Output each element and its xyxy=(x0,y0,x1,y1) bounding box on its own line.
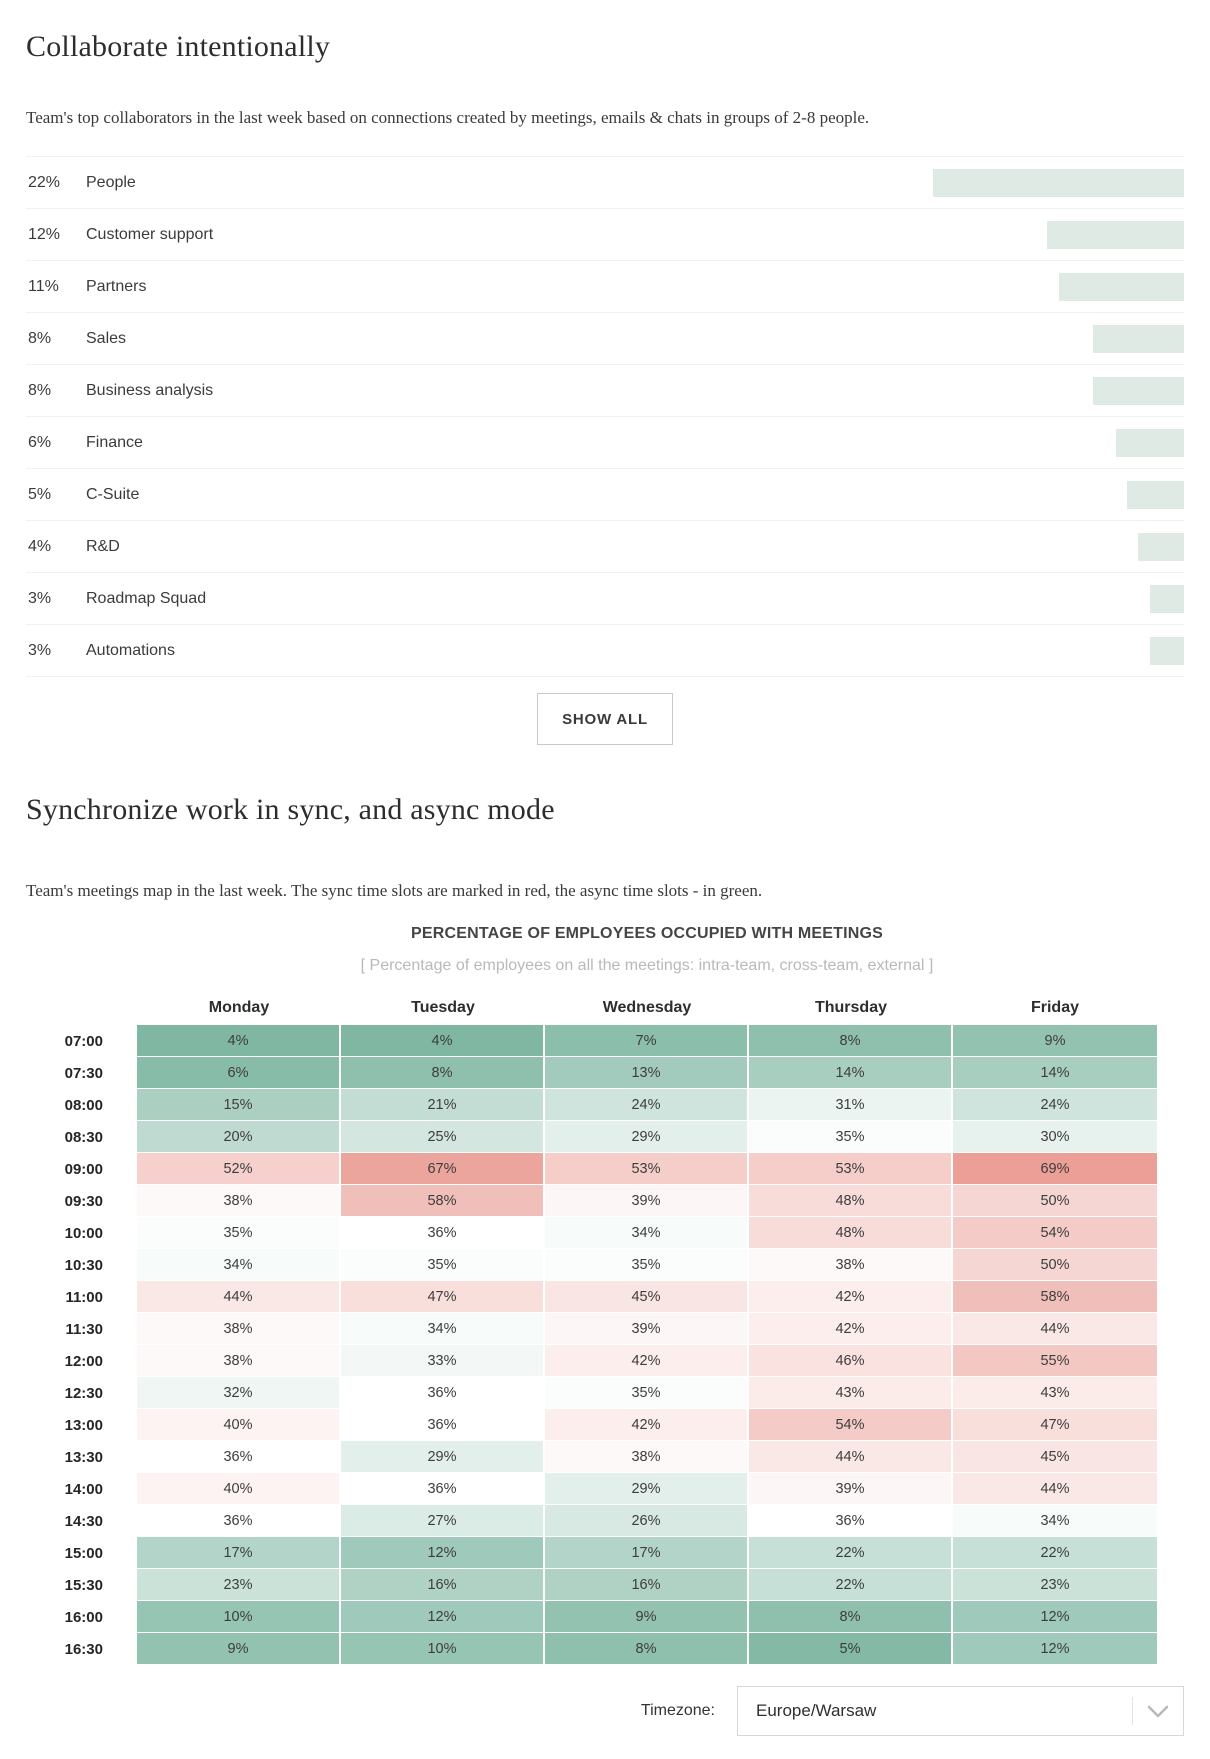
heatmap-cell: 14% xyxy=(953,1057,1157,1089)
heatmap-cell: 13% xyxy=(545,1057,749,1089)
heatmap-time-label: 16:30 xyxy=(64,1640,103,1658)
heatmap-cell: 21% xyxy=(341,1089,545,1121)
heatmap-time-label: 09:30 xyxy=(64,1192,103,1210)
collaborator-percent: 3% xyxy=(28,641,52,659)
heatmap-cell: 17% xyxy=(545,1537,749,1569)
heatmap-cell: 30% xyxy=(953,1121,1157,1153)
heatmap-cell: 12% xyxy=(341,1601,545,1633)
heatmap-day-header: Monday xyxy=(208,999,270,1016)
collaborator-bar xyxy=(1150,585,1184,613)
heatmap-cell: 9% xyxy=(137,1633,341,1665)
collaborators-bar-list xyxy=(26,156,1184,677)
heatmap-subtitle: [ Percentage of employees on all the meetings: intra-team, cross-team, external ] xyxy=(360,957,934,974)
collaborator-percent: 11% xyxy=(28,277,59,295)
heatmap-time-label: 08:30 xyxy=(64,1128,103,1146)
collaborator-row xyxy=(26,208,1184,260)
heatmap-cell: 34% xyxy=(137,1249,341,1281)
heatmap-cell: 48% xyxy=(749,1217,953,1249)
heatmap-cell: 10% xyxy=(137,1601,341,1633)
collaborator-label: Automations xyxy=(86,641,175,659)
heatmap-title: PERCENTAGE OF EMPLOYEES OCCUPIED WITH MEETINGS xyxy=(410,925,884,942)
heatmap-cell: 42% xyxy=(749,1313,953,1345)
heatmap-time-label: 15:00 xyxy=(64,1544,103,1562)
heatmap-cell: 54% xyxy=(749,1409,953,1441)
heatmap-cell: 39% xyxy=(749,1473,953,1505)
collaborator-row xyxy=(26,156,1184,208)
collaborator-label: Customer support xyxy=(86,225,214,243)
heatmap-cell: 53% xyxy=(545,1153,749,1185)
heatmap-cell: 38% xyxy=(137,1345,341,1377)
heatmap-cell: 52% xyxy=(137,1153,341,1185)
heatmap-cell: 44% xyxy=(953,1313,1157,1345)
heatmap-cell: 39% xyxy=(545,1313,749,1345)
heatmap-time-label: 09:00 xyxy=(64,1160,103,1178)
timezone-value: Europe/Warsaw xyxy=(756,1701,877,1720)
collaborator-percent: 4% xyxy=(28,537,52,555)
heatmap-cell: 24% xyxy=(953,1089,1157,1121)
heatmap-cell: 23% xyxy=(137,1569,341,1601)
heatmap-cell: 67% xyxy=(341,1153,545,1185)
heatmap-time-label: 15:30 xyxy=(64,1576,103,1594)
heatmap-time-label: 14:00 xyxy=(64,1480,103,1498)
heatmap-cell: 4% xyxy=(137,1025,341,1057)
heatmap-cell: 15% xyxy=(137,1089,341,1121)
heatmap-cell: 6% xyxy=(137,1057,341,1089)
heatmap-cell: 44% xyxy=(749,1441,953,1473)
heatmap-cell: 12% xyxy=(341,1537,545,1569)
collaborator-bar xyxy=(1059,273,1184,301)
heatmap-cell: 54% xyxy=(953,1217,1157,1249)
heatmap-cell: 34% xyxy=(953,1505,1157,1537)
collaborator-percent: 6% xyxy=(28,433,52,451)
heatmap-cell: 22% xyxy=(749,1537,953,1569)
heatmap-cell: 35% xyxy=(749,1121,953,1153)
collaborator-bar xyxy=(1047,221,1184,249)
collaborator-row xyxy=(26,260,1184,312)
heatmap-cell: 50% xyxy=(953,1249,1157,1281)
collaborator-row xyxy=(26,520,1184,572)
heatmap-cell: 50% xyxy=(953,1185,1157,1217)
heatmap-cell: 40% xyxy=(137,1409,341,1441)
heatmap-time-label: 11:30 xyxy=(65,1320,103,1338)
timezone-select[interactable] xyxy=(737,1686,1184,1736)
heatmap-cell: 26% xyxy=(545,1505,749,1537)
meetings-heatmap xyxy=(26,991,1184,1665)
heatmap-time-label: 07:30 xyxy=(64,1064,103,1082)
collaborator-percent: 8% xyxy=(28,329,52,347)
heatmap-time-label: 10:30 xyxy=(64,1256,103,1274)
heatmap-cell: 34% xyxy=(545,1217,749,1249)
timezone-label: Timezone: xyxy=(640,1702,715,1719)
heatmap-cell: 5% xyxy=(749,1633,953,1665)
heatmap-cell: 58% xyxy=(953,1281,1157,1313)
heatmap-cell: 8% xyxy=(341,1057,545,1089)
heatmap-cell: 8% xyxy=(749,1025,953,1057)
heatmap-time-label: 12:30 xyxy=(64,1384,103,1402)
heatmap-day-header: Wednesday xyxy=(602,999,692,1016)
heatmap-cell: 34% xyxy=(341,1313,545,1345)
heatmap-cell: 27% xyxy=(341,1505,545,1537)
collaborator-bar xyxy=(1150,637,1184,665)
collaborator-label: R&D xyxy=(86,537,120,555)
heatmap-cell: 8% xyxy=(545,1633,749,1665)
collaborator-bar xyxy=(1116,429,1184,457)
collaborator-label: Partners xyxy=(86,277,147,295)
heatmap-cell: 35% xyxy=(137,1217,341,1249)
heatmap-cell: 48% xyxy=(749,1185,953,1217)
heatmap-cell: 4% xyxy=(341,1025,545,1057)
heatmap-cell: 40% xyxy=(137,1473,341,1505)
heatmap-cell: 32% xyxy=(137,1377,341,1409)
collaborator-row xyxy=(26,364,1184,416)
collaborator-row xyxy=(26,624,1184,676)
heatmap-time-label: 08:00 xyxy=(64,1096,103,1114)
heatmap-cell: 44% xyxy=(953,1473,1157,1505)
heatmap-cell: 38% xyxy=(749,1249,953,1281)
heatmap-cell: 45% xyxy=(953,1441,1157,1473)
heatmap-cell: 43% xyxy=(953,1377,1157,1409)
heatmap-cell: 53% xyxy=(749,1153,953,1185)
heatmap-cell: 58% xyxy=(341,1185,545,1217)
collaborator-row xyxy=(26,572,1184,624)
heatmap-cell: 69% xyxy=(953,1153,1157,1185)
heatmap-cell: 20% xyxy=(137,1121,341,1153)
heatmap-cell: 36% xyxy=(341,1409,545,1441)
sync-description: Team's meetings map in the last week. The sync time slots are marked in red, the async time slots - in green. xyxy=(26,881,763,900)
heatmap-cell: 38% xyxy=(137,1185,341,1217)
collaborator-row xyxy=(26,468,1184,520)
heatmap-time-label: 07:00 xyxy=(64,1032,103,1050)
heatmap-cell: 24% xyxy=(545,1089,749,1121)
heatmap-cell: 9% xyxy=(545,1601,749,1633)
heatmap-corner xyxy=(26,991,137,1025)
heatmap-cell: 25% xyxy=(341,1121,545,1153)
heatmap-cell: 33% xyxy=(341,1345,545,1377)
heatmap-cell: 36% xyxy=(341,1217,545,1249)
heatmap-cell: 22% xyxy=(749,1569,953,1601)
heatmap-cell: 17% xyxy=(137,1537,341,1569)
heatmap-cell: 47% xyxy=(953,1409,1157,1441)
collaborate-title: Collaborate intentionally xyxy=(26,30,331,63)
heatmap-cell: 39% xyxy=(545,1185,749,1217)
heatmap-time-label: 16:00 xyxy=(64,1608,103,1626)
collaborator-bar xyxy=(933,169,1184,197)
collaborator-row xyxy=(26,312,1184,364)
collaborator-label: Finance xyxy=(86,433,143,451)
heatmap-time-label: 11:00 xyxy=(65,1288,103,1306)
heatmap-day-header: Friday xyxy=(1030,999,1079,1016)
heatmap-cell: 36% xyxy=(749,1505,953,1537)
collaborate-description: Team's top collaborators in the last week based on connections created by meetings, emails & chats in groups of 2-8 people. xyxy=(26,108,870,127)
collaborator-percent: 8% xyxy=(28,381,52,399)
collaborator-bar xyxy=(1093,377,1184,405)
heatmap-cell: 9% xyxy=(953,1025,1157,1057)
heatmap-cell: 46% xyxy=(749,1345,953,1377)
collaborator-percent: 12% xyxy=(28,225,61,243)
collaborator-percent: 22% xyxy=(28,173,61,191)
collaborator-bar xyxy=(1093,325,1184,353)
heatmap-cell: 43% xyxy=(749,1377,953,1409)
heatmap-cell: 23% xyxy=(953,1569,1157,1601)
heatmap-time-label: 13:00 xyxy=(64,1416,103,1434)
heatmap-time-label: 12:00 xyxy=(64,1352,103,1370)
sync-title: Synchronize work in sync, and async mode xyxy=(26,793,555,826)
heatmap-time-label: 14:30 xyxy=(64,1512,103,1530)
heatmap-cell: 29% xyxy=(545,1473,749,1505)
heatmap-cell: 36% xyxy=(137,1441,341,1473)
heatmap-day-header: Tuesday xyxy=(411,999,475,1016)
heatmap-cell: 31% xyxy=(749,1089,953,1121)
heatmap-cell: 29% xyxy=(545,1121,749,1153)
collaborator-bar xyxy=(1138,533,1184,561)
heatmap-cell: 42% xyxy=(545,1409,749,1441)
collaborator-label: Sales xyxy=(86,329,127,347)
heatmap-cell: 16% xyxy=(341,1569,545,1601)
heatmap-cell: 38% xyxy=(545,1441,749,1473)
heatmap-cell: 10% xyxy=(341,1633,545,1665)
heatmap-cell: 42% xyxy=(749,1281,953,1313)
heatmap-cell: 12% xyxy=(953,1601,1157,1633)
heatmap-cell: 22% xyxy=(953,1537,1157,1569)
collaborator-bar xyxy=(1127,481,1184,509)
collaborator-percent: 5% xyxy=(28,485,52,503)
heatmap-cell: 42% xyxy=(545,1345,749,1377)
heatmap-cell: 36% xyxy=(137,1505,341,1537)
collaborator-label: Roadmap Squad xyxy=(86,589,207,607)
collaborator-row xyxy=(26,416,1184,468)
heatmap-day-header: Thursday xyxy=(814,999,887,1016)
heatmap-time-label: 10:00 xyxy=(64,1224,103,1242)
heatmap-cell: 8% xyxy=(749,1601,953,1633)
heatmap-cell: 35% xyxy=(545,1249,749,1281)
collaborator-label: People xyxy=(86,173,136,191)
show-all-button[interactable]: SHOW ALL xyxy=(537,693,673,745)
heatmap-cell: 47% xyxy=(341,1281,545,1313)
heatmap-cell: 36% xyxy=(341,1473,545,1505)
heatmap-cell: 44% xyxy=(137,1281,341,1313)
heatmap-cell: 36% xyxy=(341,1377,545,1409)
heatmap-cell: 14% xyxy=(749,1057,953,1089)
collaborator-percent: 3% xyxy=(28,589,52,607)
heatmap-cell: 12% xyxy=(953,1633,1157,1665)
chevron-down-icon[interactable] xyxy=(1133,1705,1183,1718)
heatmap-time-label: 13:30 xyxy=(64,1448,103,1466)
collaborator-label: C-Suite xyxy=(86,485,140,503)
heatmap-cell: 35% xyxy=(545,1377,749,1409)
heatmap-cell: 38% xyxy=(137,1313,341,1345)
heatmap-cell: 35% xyxy=(341,1249,545,1281)
collaborator-label: Business analysis xyxy=(86,381,214,399)
heatmap-cell: 45% xyxy=(545,1281,749,1313)
heatmap-cell: 55% xyxy=(953,1345,1157,1377)
heatmap-cell: 16% xyxy=(545,1569,749,1601)
heatmap-cell: 7% xyxy=(545,1025,749,1057)
heatmap-cell: 29% xyxy=(341,1441,545,1473)
